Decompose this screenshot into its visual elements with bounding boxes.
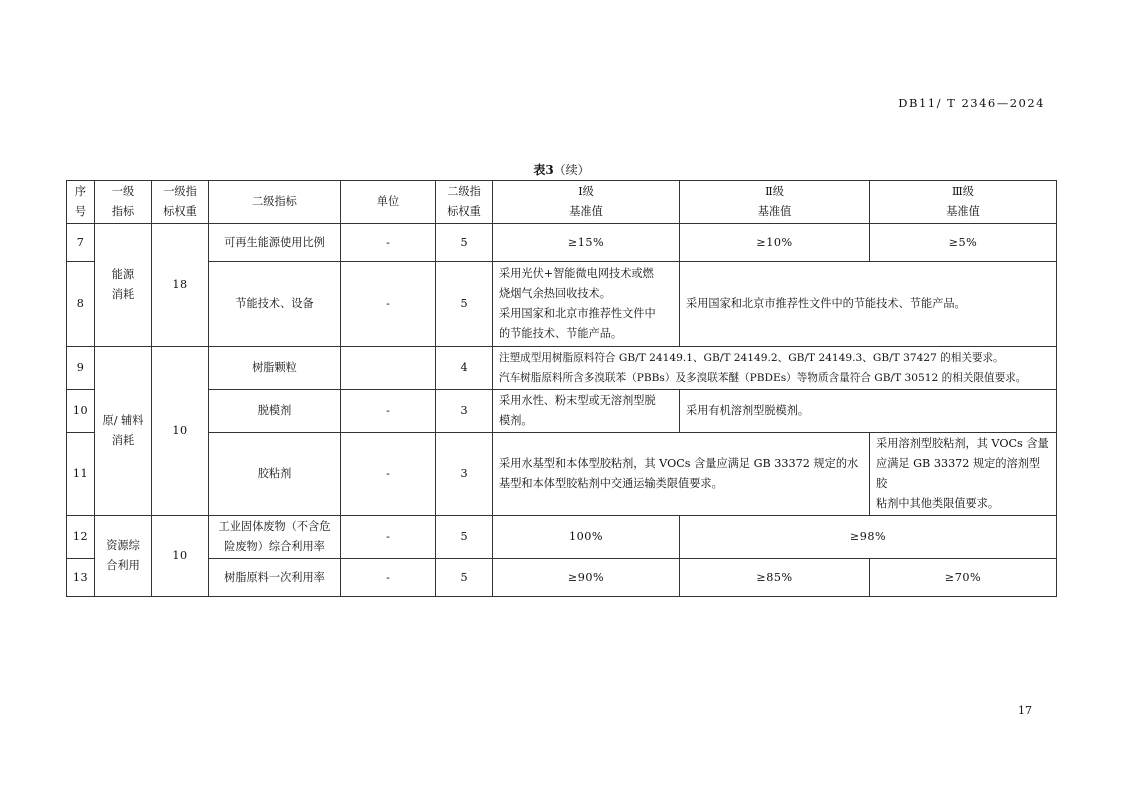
table-row [67, 262, 1057, 347]
col-header-level1: 一级 指标 [95, 181, 152, 224]
grade2-value: ≥10% [680, 224, 870, 262]
indicator-weight: 5 [436, 224, 493, 262]
grade23-value: ≥98% [680, 516, 1057, 559]
indicator-weight: 4 [436, 347, 493, 390]
indicator-weight: 5 [436, 262, 493, 347]
row-number: 10 [67, 390, 95, 433]
col-header-level2-weight: 二级指 标权重 [436, 181, 493, 224]
row-number: 8 [67, 262, 95, 347]
col-header-level1-weight: 一级指 标权重 [152, 181, 209, 224]
indicator: 树脂原料一次利用率 [209, 559, 341, 597]
unit: - [341, 433, 436, 516]
table-row [67, 516, 1057, 559]
group-name: 能源 消耗 [95, 224, 152, 347]
unit [341, 347, 436, 390]
indicator: 可再生能源使用比例 [209, 224, 341, 262]
row-number: 9 [67, 347, 95, 390]
indicator: 树脂颗粒 [209, 347, 341, 390]
grade2-value: ≥85% [680, 559, 870, 597]
col-header-no: 序 号 [67, 181, 95, 224]
standard-code: DB11/ T 2346—2024 [898, 96, 1045, 110]
row-number: 13 [67, 559, 95, 597]
indicator-weight: 5 [436, 516, 493, 559]
benchmark-table [66, 180, 1057, 597]
grade1-value: 采用水性、粉末型或无溶剂型脱 模剂。 [493, 390, 680, 433]
unit: - [341, 516, 436, 559]
group-name: 原/ 辅料 消耗 [95, 347, 152, 516]
grade1-value: ≥15% [493, 224, 680, 262]
table-title [0, 161, 1123, 178]
group-name: 资源综 合利用 [95, 516, 152, 597]
group-weight: 10 [152, 516, 209, 597]
grade12-value: 采用水基型和本体型胶粘剂，其 VOCs 含量应满足 GB 33372 规定的水 基型和本体型胶粘剂中交通运输类限值要求。 [493, 433, 870, 516]
col-header-level2: 二级指标 [209, 181, 341, 224]
row-number: 12 [67, 516, 95, 559]
grade3-value: 采用溶剂型胶粘剂，其 VOCs 含量 应满足 GB 33372 规定的溶剂型胶 粘剂中其他类限值要求。 [870, 433, 1057, 516]
grade3-value: ≥70% [870, 559, 1057, 597]
indicator-weight: 3 [436, 433, 493, 516]
table-row [67, 347, 1057, 390]
unit: - [341, 559, 436, 597]
row-number: 11 [67, 433, 95, 516]
indicator: 节能技术、设备 [209, 262, 341, 347]
group-weight: 10 [152, 347, 209, 516]
indicator-weight: 3 [436, 390, 493, 433]
group-weight: 18 [152, 224, 209, 347]
col-header-grade1: Ⅰ级 基准值 [493, 181, 680, 224]
grade1-value: 采用光伏+智能微电网技术或燃 烧烟气余热回收技术。 采用国家和北京市推荐性文件中 的节能技术、节能产品。 [493, 262, 680, 347]
grade23-value: 采用国家和北京市推荐性文件中的节能技术、节能产品。 [680, 262, 1057, 347]
indicator-weight: 5 [436, 559, 493, 597]
table-title-label: 表3 [533, 163, 554, 177]
table-row [67, 390, 1057, 433]
grade3-value: ≥5% [870, 224, 1057, 262]
unit: - [341, 390, 436, 433]
col-header-unit: 单位 [341, 181, 436, 224]
indicator: 工业固体废物（不含危 险废物）综合利用率 [209, 516, 341, 559]
unit: - [341, 262, 436, 347]
grade1-value: 100% [493, 516, 680, 559]
grade23-value: 采用有机溶剂型脱模剂。 [680, 390, 1057, 433]
table-row [67, 224, 1057, 262]
unit: - [341, 224, 436, 262]
col-header-grade3: Ⅲ级 基准值 [870, 181, 1057, 224]
header-row [67, 181, 1057, 224]
table-row [67, 559, 1057, 597]
indicator: 脱模剂 [209, 390, 341, 433]
col-header-grade2: Ⅱ级 基准值 [680, 181, 870, 224]
table-row [67, 433, 1057, 516]
table-title-suffix: （续） [553, 163, 590, 177]
indicator: 胶粘剂 [209, 433, 341, 516]
grade1-value: ≥90% [493, 559, 680, 597]
all-grades-value: 注塑成型用树脂原料符合 GB/T 24149.1、GB/T 24149.2、GB/T 24149.3、GB/T 37427 的相关要求。 汽车树脂原料所含多溴联苯（PBBs）及多溴联苯醚（PBDEs）等物质含量符合 GB/T 30512 的相关限值要求。 [493, 347, 1057, 390]
page-number: 17 [1018, 704, 1032, 717]
row-number: 7 [67, 224, 95, 262]
